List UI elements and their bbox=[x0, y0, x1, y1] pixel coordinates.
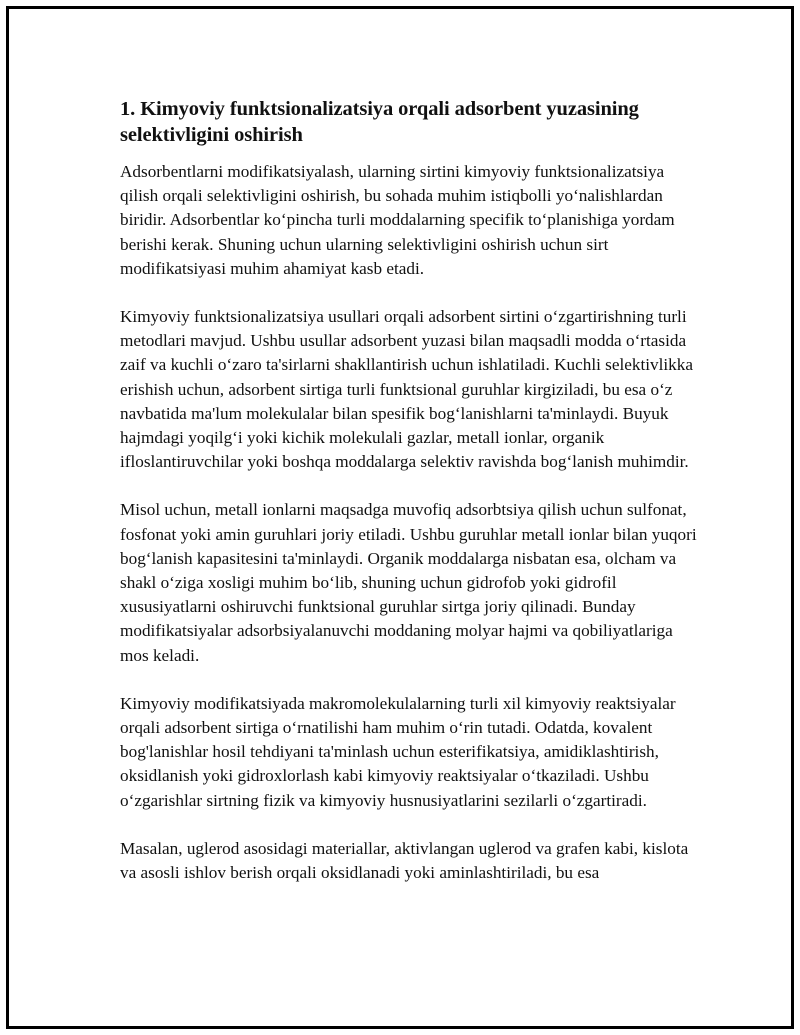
paragraph-3: Misol uchun, metall ionlarni maqsadga muvofiq adsorbtsiya qilish uchun sulfonat, fosfonat yoki amin guruhlari joriy etiladi. Ushbu guruhlar metall ionlar bilan yuqori bog‘lanish kapasitesini ta'minlaydi. Organik moddalarga nisbatan esa, olcham va shakl o‘ziga xosligi muhim bo‘lib, shuning uchun gidrofob yoki gidrofil xususiyatlarni oshiruvchi funktsional guruhlar sirtga joriy qilinadi. Bunday modifikatsiyalar adsorbsiyalanuvchi moddaning molyar hajmi va qobiliyatlariga mos keladi. bbox=[120, 500, 697, 665]
document-body bbox=[120, 96, 700, 909]
paragraph-1: Adsorbentlarni modifikatsiyalash, ularning sirtini kimyoviy funktsionalizatsiya qilish orqali selektivligini oshirish, bu sohada muhim istiqbolli yo‘nalishlardan biridir. Adsorbentlar ko‘pincha turli moddalarning specifik to‘planishiga yordam berishi kerak. Shuning uchun ularning selektivligini oshirish uchun sirt modifikatsiyasi muhim ahamiyat kasb etadi. bbox=[120, 162, 675, 278]
section-title: 1. Kimyoviy funktsionalizatsiya orqali adsorbent yuzasining selektivligini oshirish bbox=[120, 98, 639, 146]
paragraph-2: Kimyoviy funktsionalizatsiya usullari orqali adsorbent sirtini o‘zgartirishning turli metodlari mavjud. Ushbu usullar adsorbent yuzasi bilan maqsadli modda o‘rtasida zaif va kuchli o‘zaro ta'sirlarni shakllantirish uchun ishlatiladi. Kuchli selektivlikka erishish uchun, adsorbent sirtiga turli funktsional guruhlar kirgiziladi, bu esa o‘z navbatida ma'lum molekulalar bilan spesifik bog‘lanishlarni ta'minlaydi. Buyuk hajmdagi yoqilg‘i yoki kichik molekulali gazlar, metall ionlar, organik ifloslantiruvchilar yoki boshqa moddalarga selektiv ravishda bog‘lanish muhimdir. bbox=[120, 307, 693, 472]
document-page bbox=[6, 6, 794, 1029]
paragraph-5: Masalan, uglerod asosidagi materiallar, aktivlangan uglerod va grafen kabi, kislota va asosli ishlov berish orqali oksidlanadi yoki aminlashtiriladi, bu esa bbox=[120, 838, 689, 883]
paragraph-4: Kimyoviy modifikatsiyada makromolekulalarning turli xil kimyoviy reaktsiyalar orqali adsorbent sirtiga o‘rnatilishi ham muhim o‘rin tutadi. Odatda, kovalent bog'lanishlar hosil tehdiyani ta'minlash uchun esterifikatsiya, amidiklashtirish, oksidlanish yoki gidroxlorlash kabi kimyoviy reaktsiyalar o‘tkaziladi. Ushbu o‘zgarishlar sirtning fizik va kimyoviy husnusiyatlarini sezilarli o‘zgartiradi. bbox=[120, 693, 676, 810]
